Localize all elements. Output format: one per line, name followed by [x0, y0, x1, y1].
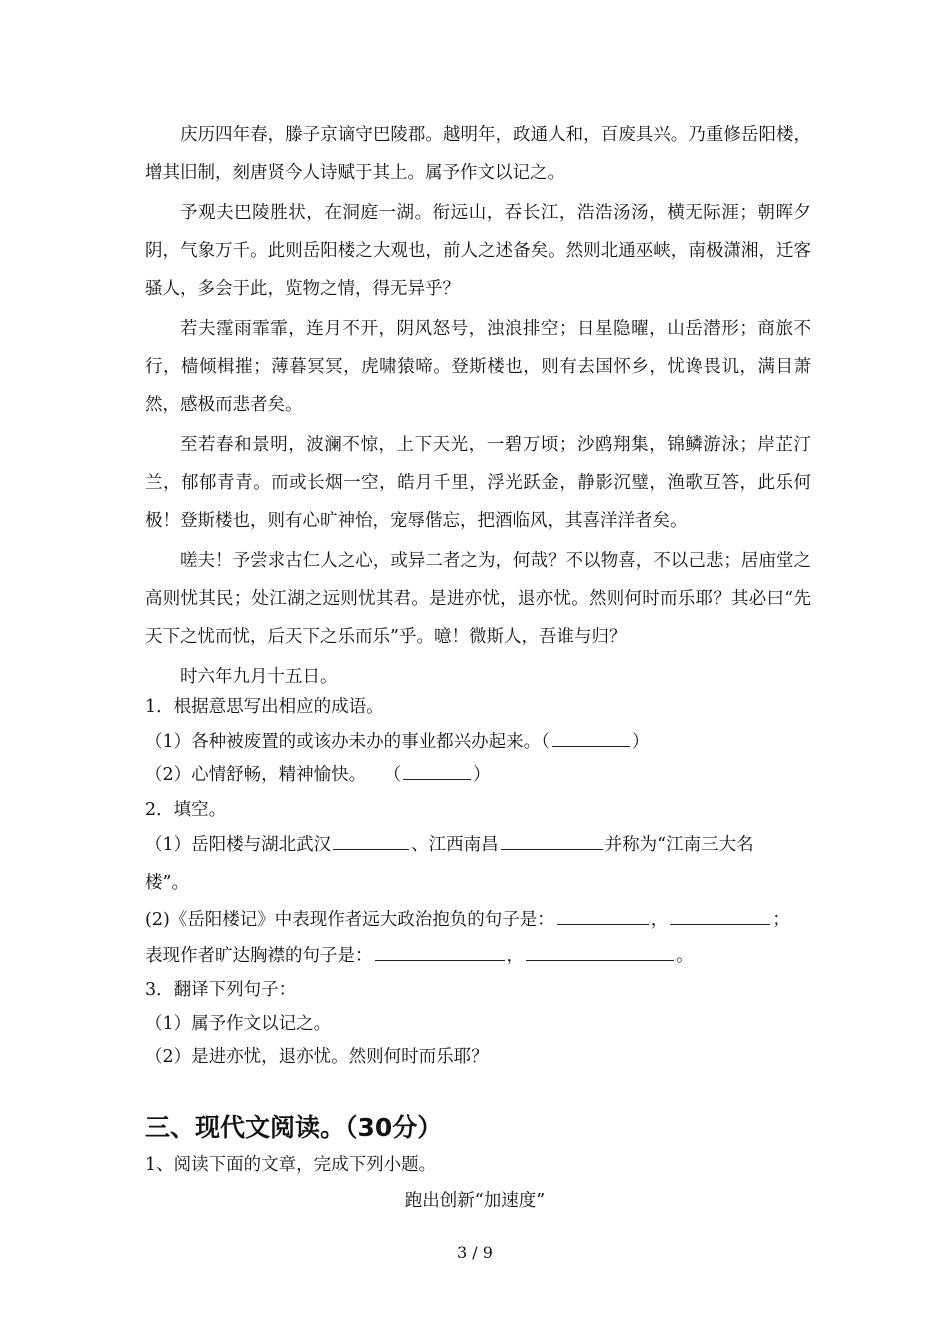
passage-paragraph-1: 庆历四年春，滕子京谪守巴陵郡。越明年，政通人和，百废具兴。乃重修岳阳楼，增其旧制，刻唐贤今人诗赋于其上。属予作文以记之。 [145, 125, 811, 183]
question-2-item-1-continued: 楼”。 [145, 873, 189, 893]
answer-blank[interactable] [333, 831, 409, 850]
period: 。 [676, 946, 694, 966]
answer-blank[interactable] [375, 942, 505, 961]
question-1-title: 1．根据意思写出相应的成语。 [145, 697, 384, 717]
question-2-item-1-text-a: （1）岳阳楼与湖北武汉 [145, 835, 332, 855]
question-2-item-2 [145, 905, 790, 935]
question-1-item-2 [145, 760, 491, 790]
passage-paragraph-3: 若夫霪雨霏霏，连月不开，阴风怒号，浊浪排空；日星隐曜，山岳潜形；商旅不行，樯倾楫摧；薄暮冥冥，虎啸猿啼。登斯楼也，则有去国怀乡，忧谗畏讥，满目萧然，感极而悲者矣。 [145, 319, 811, 415]
passage-paragraph-5: 嗟夫！予尝求古仁人之心，或异二者之为，何哉？不以物喜，不以己悲；居庙堂之高则忧其民；处江湖之远则忧其君。是进亦忧，退亦忧。然则何时而乐耶？其必曰“先天下之忧而忧，后天下之乐而乐”乎。噫！微斯人，吾谁与归？ [145, 551, 811, 647]
question-3-item-1: （1）属予作文以记之。 [145, 1014, 332, 1034]
question-2-item-2-continued [145, 941, 694, 971]
close-paren: ） [473, 765, 491, 785]
answer-blank[interactable] [501, 831, 603, 850]
close-paren: ） [631, 732, 650, 752]
section-instruction: 1、阅读下面的文章，完成下列小题。 [145, 1155, 437, 1175]
question-2-item-2-text-b: 表现作者旷达胸襟的句子是： [145, 946, 373, 966]
question-1-item-2-text: （2）心情舒畅，精神愉快。 （ [145, 765, 402, 785]
semicolon: ； [772, 910, 790, 930]
question-1-item-1-text: （1）各种被废置的或该办未办的事业都兴办起来。（ [145, 732, 550, 752]
question-2-item-2-text-a: (2)《岳阳楼记》中表现作者远大政治抱负的句子是： [145, 910, 555, 930]
passage-paragraph-4: 至若春和景明，波澜不惊，上下天光，一碧万顷；沙鸥翔集，锦鳞游泳；岸芷汀兰，郁郁青青。而或长烟一空，皓月千里，浮光跃金，静影沉璧，渔歌互答，此乐何极！登斯楼也，则有心旷神怡，宠辱偕忘，把酒临风，其喜洋洋者矣。 [145, 435, 811, 531]
passage-date: 时六年九月十五日。 [180, 667, 338, 687]
section-heading: 三、现代文阅读。（30分） [145, 1113, 443, 1142]
page-number: 3 / 9 [457, 1243, 493, 1262]
answer-blank[interactable] [403, 761, 471, 780]
question-2-item-1-text-c: 并称为“江南三大名 [604, 835, 754, 855]
article-title: 跑出创新“加速度” [404, 1191, 546, 1211]
question-2-title: 2．填空。 [145, 800, 227, 820]
comma: ， [650, 910, 669, 930]
answer-blank[interactable] [557, 906, 649, 925]
question-2-item-1 [145, 830, 754, 860]
question-3-title: 3．翻译下列句子： [145, 980, 297, 1000]
answer-blank[interactable] [552, 728, 630, 747]
question-1-item-1 [145, 727, 649, 757]
question-2-item-1-text-b: 、江西南昌 [411, 835, 499, 855]
answer-blank[interactable] [670, 906, 770, 925]
answer-blank[interactable] [526, 942, 674, 961]
comma: ， [506, 946, 524, 966]
passage-paragraph-2: 予观夫巴陵胜状，在洞庭一湖。衔远山，吞长江，浩浩汤汤，横无际涯；朝晖夕阴，气象万千。此则岳阳楼之大观也，前人之述备矣。然则北通巫峡，南极潇湘，迁客骚人，多会于此，览物之情，得无异乎？ [145, 203, 811, 299]
question-3-item-2: （2）是进亦忧，退亦忧。然则何时而乐耶？ [145, 1047, 489, 1067]
